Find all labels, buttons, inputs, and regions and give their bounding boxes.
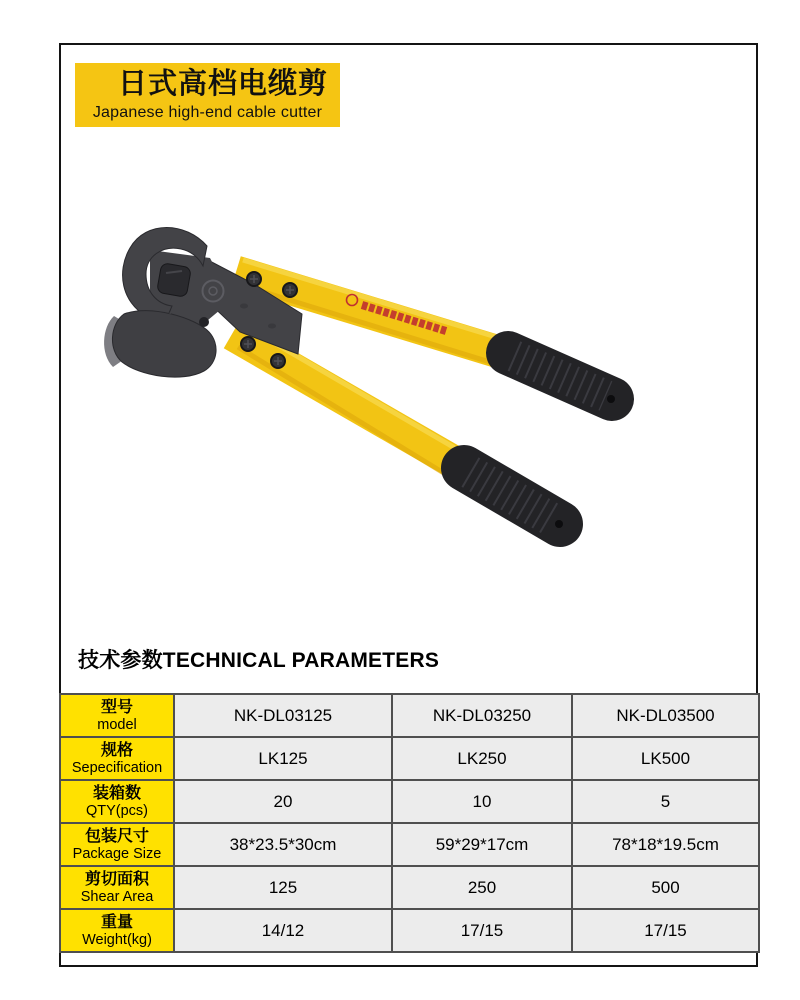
spec-cell: NK-DL03250 (392, 694, 572, 737)
spec-cell: 78*18*19.5cm (572, 823, 759, 866)
spec-cell: 14/12 (174, 909, 392, 952)
spec-row-specification (60, 737, 759, 780)
row-label-en: QTY(pcs) (85, 802, 149, 819)
spec-cell: LK250 (392, 737, 572, 780)
row-label-zh: 剪切面积 (84, 870, 149, 888)
spec-table (59, 693, 760, 953)
spec-cell: 20 (174, 780, 392, 823)
spec-cell: 125 (174, 866, 392, 909)
row-label-en: Package Size (72, 845, 162, 862)
product-title-english: Japanese high-end cable cutter (92, 104, 323, 121)
row-header-specification (60, 737, 174, 780)
spec-cell: 59*29*17cm (392, 823, 572, 866)
spec-cell: NK-DL03125 (174, 694, 392, 737)
spec-cell: NK-DL03500 (572, 694, 759, 737)
spec-cell: 10 (392, 780, 572, 823)
row-header-package-size (60, 823, 174, 866)
row-label-en: Weight(kg) (82, 931, 152, 948)
spec-row-model (60, 694, 759, 737)
spec-cell: 500 (572, 866, 759, 909)
row-label-zh: 规格 (100, 741, 133, 759)
spec-cell: 17/15 (572, 909, 759, 952)
spec-cell: LK125 (174, 737, 392, 780)
row-label-zh: 重量 (100, 913, 133, 931)
row-header-qty (60, 780, 174, 823)
row-label-en: model (97, 716, 137, 733)
row-label-en: Sepecification (71, 759, 163, 776)
spec-row-weight (60, 909, 759, 952)
spec-row-shear-area (60, 866, 759, 909)
row-label-en: Shear Area (80, 888, 154, 905)
row-header-model (60, 694, 174, 737)
spec-row-qty (60, 780, 759, 823)
spec-cell: 250 (392, 866, 572, 909)
row-label-zh: 型号 (100, 698, 133, 716)
product-title-chinese: 日式高档电缆剪 (117, 68, 328, 100)
spec-cell: 17/15 (392, 909, 572, 952)
technical-parameters-heading: 技术参数TECHNICAL PARAMETERS (78, 649, 440, 672)
row-header-weight (60, 909, 174, 952)
spec-cell: 38*23.5*30cm (174, 823, 392, 866)
row-header-shear-area (60, 866, 174, 909)
spec-cell: 5 (572, 780, 759, 823)
row-label-zh: 装箱数 (92, 784, 141, 802)
spec-row-package-size (60, 823, 759, 866)
spec-cell: LK500 (572, 737, 759, 780)
product-title-banner (75, 63, 340, 127)
row-label-zh: 包装尺寸 (84, 827, 149, 845)
